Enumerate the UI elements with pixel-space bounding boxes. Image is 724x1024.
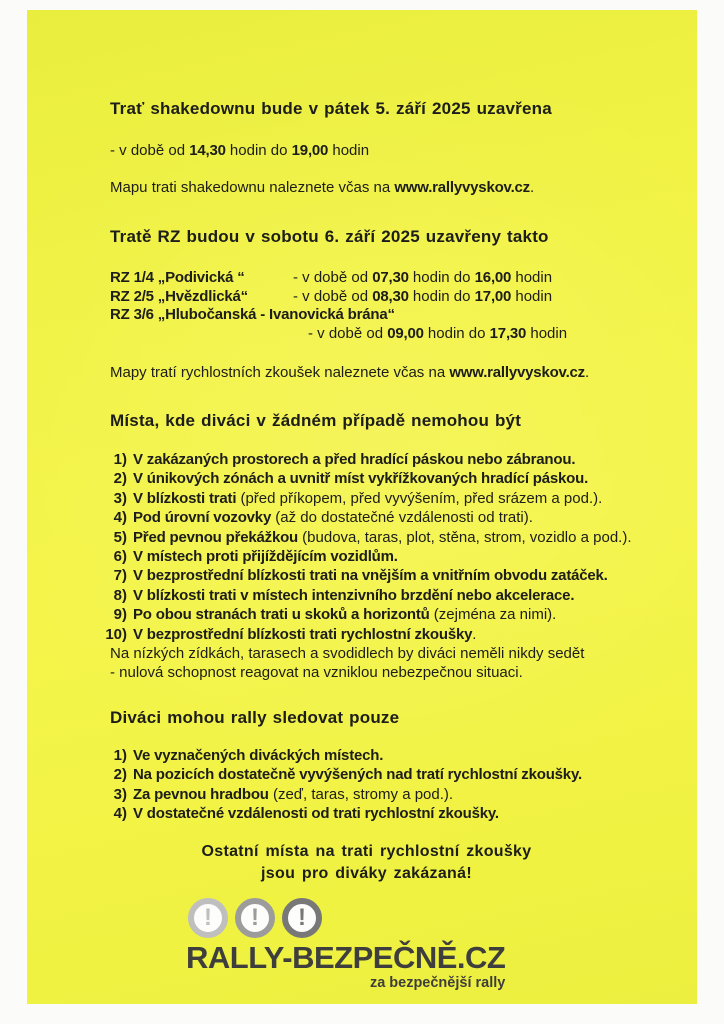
item-rest: (budova, taras, plot, stěna, strom, vozidlo a pod.). xyxy=(298,528,632,546)
item-bold: V dostatečné vzdálenosti od trati rychlostní zkoušky. xyxy=(133,805,499,823)
item-number: 1) xyxy=(113,746,127,764)
stage-time-prefix: - v době od xyxy=(293,269,373,286)
map-text: Mapy tratí rychlostních zkoušek naleznete včas na xyxy=(110,364,450,381)
list-item xyxy=(100,547,643,566)
item-text xyxy=(133,765,582,784)
item-number: 4) xyxy=(113,805,127,823)
list-item xyxy=(100,625,643,644)
forbidden-places-list xyxy=(100,450,643,644)
flyer-sheet xyxy=(27,10,697,1004)
item-bold: V bezprostřední blízkosti trati na vnějším a vnitřním obvodu zatáček. xyxy=(133,567,608,585)
stage-time-to: 16,00 xyxy=(474,269,512,286)
list-item xyxy=(100,765,643,784)
item-bold: Za pevnou hradbou xyxy=(133,785,269,803)
stage-time-prefix: - v době od xyxy=(308,324,388,342)
stage-time-from: 07,30 xyxy=(372,269,409,286)
item-text xyxy=(133,508,533,527)
stage-time-from: 08,30 xyxy=(372,287,409,305)
map-link: www.rallyvyskov.cz xyxy=(449,364,585,381)
brand-wordmark: RALLY-BEZPEČNĚ.CZ xyxy=(186,939,506,975)
list-item xyxy=(100,605,643,624)
item-number: 2) xyxy=(113,470,127,488)
item-bold: V blízkosti trati xyxy=(133,489,237,507)
map-suffix: . xyxy=(530,179,535,196)
item-text xyxy=(133,469,588,488)
stage-row xyxy=(110,269,643,288)
sitting-warning-line2: - nulová schopnost reagovat na vzniklou nebezpečnou situaci. xyxy=(110,664,523,682)
item-number: 4) xyxy=(113,509,127,527)
allowed-places-heading: Diváci mohou rally sledovat pouze xyxy=(110,707,400,727)
stage-time-to: 17,30 xyxy=(489,324,527,342)
list-item xyxy=(100,746,643,765)
list-item xyxy=(100,566,643,585)
item-text xyxy=(133,528,632,547)
item-bold: V místech proti přijíždějícím vozidlům. xyxy=(133,548,398,566)
item-number: 10) xyxy=(105,625,127,643)
map-link: www.rallyvyskov.cz xyxy=(394,179,530,196)
item-number: 6) xyxy=(113,548,127,566)
item-text xyxy=(133,566,608,585)
map-suffix: . xyxy=(585,364,590,381)
item-rest: (zejména za nimi). xyxy=(429,606,557,624)
shakedown-time-line xyxy=(110,141,643,160)
time-suffix: hodin xyxy=(328,142,370,159)
item-number: 5) xyxy=(113,528,127,546)
flyer-content xyxy=(27,10,697,992)
stage-closure-table xyxy=(110,269,643,343)
map-text: Mapu trati shakedownu naleznete včas na xyxy=(110,179,395,196)
item-rest: . xyxy=(472,625,477,643)
item-bold: Ve vyznačených diváckých místech. xyxy=(133,746,384,764)
stage-name: RZ 2/5 „Hvězdlická“ xyxy=(110,287,248,305)
item-rest: (zeď, taras, stromy a pod.). xyxy=(268,785,454,803)
stage-time-prefix: - v době od xyxy=(293,287,373,305)
stage-time-mid: hodin do xyxy=(423,324,490,342)
item-bold: Po obou stranách trati u skoků a horizontů xyxy=(133,606,430,624)
item-number: 7) xyxy=(113,567,127,585)
closing-warning xyxy=(110,841,643,885)
shakedown-map-line xyxy=(110,178,643,197)
item-text xyxy=(133,605,556,624)
item-text xyxy=(133,625,476,644)
list-item xyxy=(100,586,643,605)
item-number: 9) xyxy=(113,606,127,624)
stage-time-mid: hodin do xyxy=(408,269,475,286)
item-text xyxy=(133,586,574,605)
item-bold: V únikových zónách a uvnitř míst vykřížkovaných hradící páskou. xyxy=(133,470,589,488)
list-item xyxy=(100,528,643,547)
stage-row xyxy=(110,288,643,307)
brand-tagline: za bezpečnější rally xyxy=(369,974,506,991)
item-bold: V bezprostřední blízkosti trati rychlostní zkoušky xyxy=(133,625,473,643)
exclamation-circle-icon: ! xyxy=(282,898,322,938)
list-item xyxy=(100,508,643,527)
closing-line2: jsou pro diváky zakázaná! xyxy=(261,864,472,882)
warning-icons xyxy=(188,898,505,938)
item-bold: Na pozicích dostatečně vyvýšených nad tratí rychlostní zkoušky. xyxy=(133,766,582,784)
stage-time-suffix: hodin xyxy=(526,324,568,342)
item-rest: (před příkopem, před vyvýšením, před srázem a pod.). xyxy=(236,489,603,507)
stage-time-to: 17,00 xyxy=(474,287,512,305)
forbidden-places-heading: Místa, kde diváci v žádném případě nemohou být xyxy=(110,411,522,430)
stage-time-suffix: hodin xyxy=(511,269,553,286)
item-text xyxy=(133,450,575,469)
closing-line1: Ostatní místa na trati rychlostní zkoušky xyxy=(201,842,532,860)
item-number: 8) xyxy=(113,586,127,604)
stage-time-from: 09,00 xyxy=(387,324,424,342)
stage-name: RZ 3/6 „Hlubočanská - Ivanovická brána“ xyxy=(110,306,395,323)
item-text xyxy=(133,547,398,566)
time-mid: hodin do xyxy=(225,142,292,159)
item-rest: (až do dostatečné vzdálenosti od trati). xyxy=(271,509,533,527)
item-text xyxy=(133,785,453,804)
time-prefix: - v době od xyxy=(110,142,190,159)
time-from: 14,30 xyxy=(189,142,226,159)
stage-time-mid: hodin do xyxy=(408,287,475,305)
stages-map-line xyxy=(110,363,643,382)
list-item xyxy=(100,804,643,823)
item-number: 3) xyxy=(113,785,127,803)
list-item xyxy=(100,469,643,488)
item-number: 2) xyxy=(113,766,127,784)
allowed-places-list xyxy=(100,746,643,824)
item-bold: Pod úrovní vozovky xyxy=(133,509,272,527)
stage-name: RZ 1/4 „Podivická “ xyxy=(110,269,245,286)
item-bold: Před pevnou překážkou xyxy=(133,528,299,546)
sitting-warning-line1: Na nízkých zídkách, tarasech a svodidlech by diváci neměli nikdy sedět xyxy=(110,645,585,663)
item-bold: V zakázaných prostorech a před hradící páskou nebo zábranou. xyxy=(133,451,576,468)
item-bold: V blízkosti trati v místech intenzivního brzdění nebo akcelerace. xyxy=(133,586,575,604)
stages-heading: Tratě RZ budou v sobotu 6. září 2025 uzavřeny takto xyxy=(110,227,549,246)
list-item xyxy=(100,450,643,469)
rally-bezpecne-logo xyxy=(186,898,505,991)
stage-row xyxy=(110,306,643,325)
item-number: 1) xyxy=(113,451,127,468)
stage-time xyxy=(293,269,552,288)
exclamation-circle-icon: ! xyxy=(188,898,228,938)
time-to: 19,00 xyxy=(291,142,329,159)
list-item xyxy=(100,489,643,508)
stage-time xyxy=(293,288,552,307)
item-number: 3) xyxy=(113,489,127,507)
item-text xyxy=(133,489,602,508)
shakedown-heading: Trať shakedownu bude v pátek 5. září 2025 uzavřena xyxy=(110,99,552,118)
item-text xyxy=(133,804,499,823)
item-text xyxy=(133,746,383,765)
exclamation-circle-icon: ! xyxy=(235,898,275,938)
stage-time xyxy=(110,325,643,344)
stage-time-suffix: hodin xyxy=(511,287,553,305)
list-item xyxy=(100,785,643,804)
